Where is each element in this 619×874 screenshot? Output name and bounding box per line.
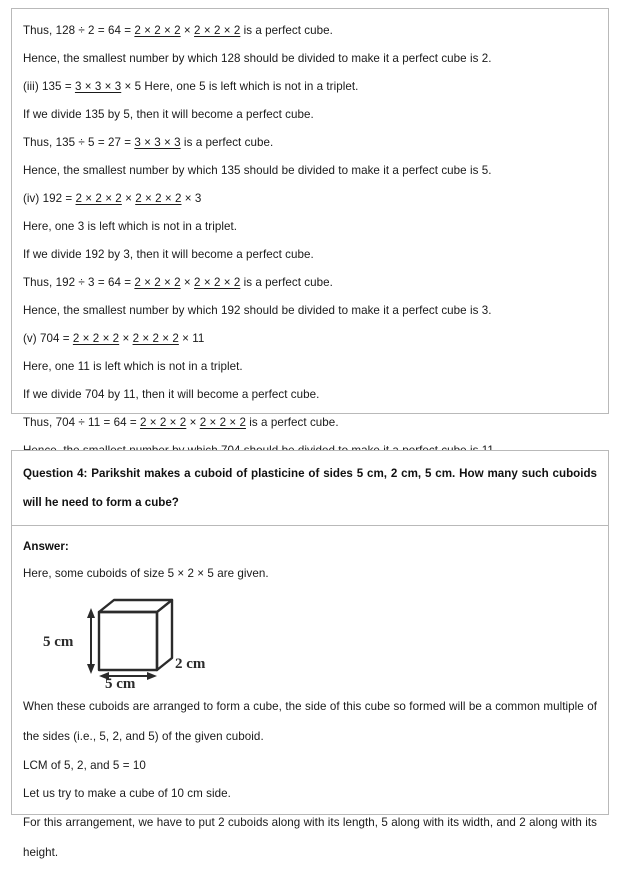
text-segment: × 5 Here, one 5 is left which is not in a triplet.: [121, 80, 359, 93]
solution-line-l9: [23, 241, 597, 269]
solution-line-l13: [23, 353, 597, 381]
answer-label: Answer:: [23, 540, 69, 553]
solution-line-l3: [23, 73, 597, 101]
text-segment: ×: [180, 24, 195, 37]
text-segment: Thus, 135 ÷ 5 = 27 =: [23, 136, 135, 149]
prime-triplet: 2 × 2 × 2: [135, 192, 182, 205]
prime-triplet: 3 × 3 × 3: [74, 80, 122, 93]
text-segment: Thus, 704 ÷ 11 = 64 =: [23, 416, 140, 429]
solution-line-l4: [23, 101, 597, 129]
solution-line-l15: [23, 409, 597, 437]
text-segment: is a perfect cube.: [180, 136, 274, 149]
text-segment: (iv) 192 =: [23, 192, 76, 205]
prime-triplet: 2 × 2 × 2: [134, 24, 181, 37]
question-text: Question 4: Parikshit makes a cuboid of plasticine of sides 5 cm, 2 cm, 5 cm. How many such cuboids will he need to form a cube?: [23, 467, 597, 509]
solution-line-l8: [23, 213, 597, 241]
answer-line-a4: Let us try to make a cube of 10 cm side.: [23, 787, 231, 800]
answer-section: [12, 526, 608, 874]
prime-triplet: 2 × 2 × 2: [132, 332, 179, 345]
text-segment: × 11: [178, 332, 205, 345]
solution-line-l7: [23, 185, 597, 213]
text-segment: (v) 704 =: [23, 332, 73, 345]
text-segment: Hence, the smallest number by which 192 should be divided to make it a perfect cube is 3.: [23, 304, 492, 317]
question-header: [12, 451, 608, 526]
cuboid-svg: [37, 596, 237, 688]
solutions-panel: [11, 8, 609, 429]
answer-line-a1: Here, some cuboids of size 5 × 2 × 5 are given.: [23, 567, 269, 580]
prime-triplet: 2 × 2 × 2: [134, 276, 181, 289]
text-segment: is a perfect cube.: [240, 24, 333, 37]
answer-line-a3: LCM of 5, 2, and 5 = 10: [23, 759, 146, 772]
text-segment: is a perfect cube.: [245, 416, 339, 429]
text-segment: (iii) 135 =: [23, 80, 75, 93]
solution-line-l12: [23, 325, 597, 353]
text-segment: Thus, 192 ÷ 3 = 64 =: [23, 276, 135, 289]
text-segment: If we divide 192 by 3, then it will become a perfect cube.: [23, 248, 314, 261]
prime-triplet: 3 × 3 × 3: [134, 136, 181, 149]
text-segment: Thus, 128 ÷ 2 = 64 =: [23, 24, 135, 37]
solution-line-l14: [23, 381, 597, 409]
prime-triplet: 2 × 2 × 2: [194, 276, 241, 289]
text-segment: Here, one 3 is left which is not in a triplet.: [23, 220, 238, 233]
answer-line-a2: When these cuboids are arranged to form a cube, the side of this cube so formed will be a common multiple of the sides (i.e., 5, 2, and 5) of the given cuboid.: [23, 700, 597, 743]
solution-line-l1: [23, 17, 597, 45]
text-segment: ×: [119, 332, 133, 345]
text-segment: Hence, the smallest number by which 128 should be divided to make it a perfect cube is 2.: [23, 52, 492, 65]
answer-line-a5: For this arrangement, we have to put 2 cuboids along with its length, 5 along with its width, and 2 along with its height.: [23, 816, 597, 859]
height-arrow: [87, 608, 95, 674]
solution-line-l10: [23, 269, 597, 297]
text-segment: ×: [121, 192, 136, 205]
prime-triplet: 2 × 2 × 2: [194, 24, 241, 37]
prime-triplet: 2 × 2 × 2: [72, 332, 120, 345]
width-label: 5 cm: [105, 676, 136, 688]
depth-label: 2 cm: [175, 656, 206, 672]
question-4-panel: [11, 450, 609, 859]
text-segment: If we divide 135 by 5, then it will become a perfect cube.: [23, 108, 314, 121]
prime-triplet: 2 × 2 × 2: [140, 416, 187, 429]
solution-line-list: [23, 17, 597, 465]
text-segment: Hence, the smallest number by which 135 should be divided to make it a perfect cube is 5.: [23, 164, 492, 177]
text-segment: If we divide 704 by 11, then it will become a perfect cube.: [23, 388, 320, 401]
prime-triplet: 2 × 2 × 2: [199, 416, 246, 429]
solution-line-l5: [23, 129, 597, 157]
height-label: 5 cm: [43, 634, 74, 650]
text-segment: ×: [186, 416, 200, 429]
cuboid-diagram: [37, 596, 237, 688]
text-segment: Here, one 11 is left which is not in a triplet.: [23, 360, 243, 373]
solution-line-l6: [23, 157, 597, 185]
solution-line-l2: [23, 45, 597, 73]
text-segment: ×: [180, 276, 195, 289]
solution-line-l11: [23, 297, 597, 325]
prime-triplet: 2 × 2 × 2: [75, 192, 122, 205]
text-segment: × 3: [181, 192, 202, 205]
text-segment: is a perfect cube.: [240, 276, 333, 289]
cuboid-solid: [99, 600, 172, 670]
